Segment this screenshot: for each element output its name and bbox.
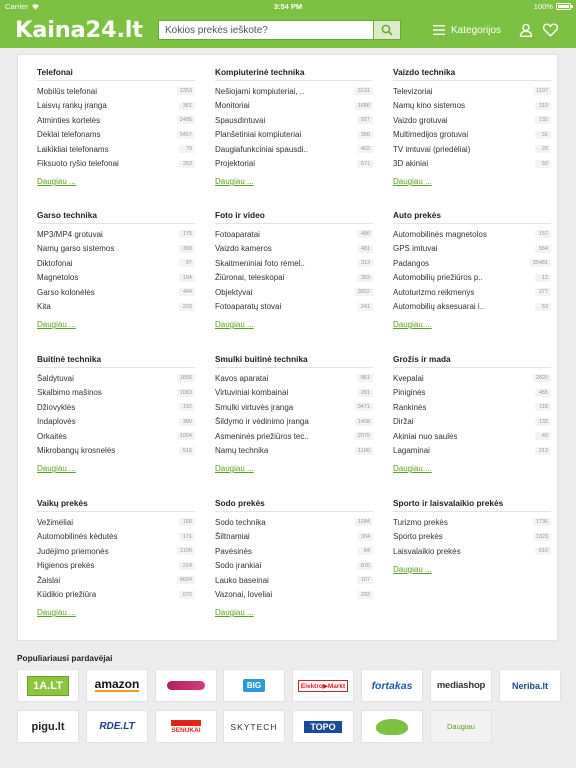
product-count-badge: 380 [179, 418, 195, 426]
subcategory-link[interactable] [393, 242, 551, 257]
subcategory-link[interactable] [393, 300, 551, 315]
subcategory-link[interactable] [393, 386, 551, 401]
subcategory-name: Projektoriai [215, 159, 256, 169]
subcategory-name: Monitoriai [215, 101, 250, 111]
subcategory-name: Šildymo ir vėdinimo įranga [215, 417, 309, 427]
subcategory-name: Higienos prekės [37, 561, 95, 571]
seller-name: RDE.LT [99, 721, 135, 732]
subcategory-link[interactable] [37, 588, 195, 603]
subcategory-name: Džiovyklės [37, 402, 76, 412]
subcategory-link[interactable] [215, 142, 373, 157]
subcategory-name: Kita [37, 302, 51, 312]
subcategory-name: Vaizdo grotuvai [393, 115, 448, 125]
subcategory-link[interactable] [215, 429, 373, 444]
more-link[interactable]: Daugiau ... [37, 608, 76, 617]
subcategory-link[interactable] [215, 256, 373, 271]
subcategory-name: Žaislai [37, 575, 61, 585]
product-count-badge: 1323 [533, 533, 551, 541]
product-count-badge: 1083 [177, 389, 195, 397]
subcategory-name: TV imtuvai (priedėliai) [393, 144, 471, 154]
subcategory-link[interactable] [37, 444, 195, 459]
subcategory-name: Sodo technika [215, 517, 266, 527]
product-count-badge: 1353 [177, 87, 195, 95]
seller-logo-senukai[interactable] [155, 710, 217, 743]
subcategory-link[interactable] [393, 429, 551, 444]
subcategory-link[interactable] [215, 415, 373, 430]
product-count-badge: 118 [535, 403, 551, 411]
category-block [37, 354, 195, 476]
subcategory-link[interactable] [37, 371, 195, 386]
more-link[interactable]: Daugiau ... [393, 464, 432, 473]
product-count-badge: 3852 [355, 288, 373, 296]
more-link[interactable]: Daugiau ... [393, 177, 432, 186]
product-count-badge: 50 [535, 160, 551, 168]
product-count-badge: 132 [535, 116, 551, 124]
more-link[interactable]: Daugiau ... [215, 464, 254, 473]
app-header [0, 12, 576, 48]
category-title[interactable]: Vaizdo technika [393, 67, 551, 81]
search-button[interactable] [373, 20, 401, 40]
product-count-badge: 1686 [355, 102, 373, 110]
product-count-badge: 253 [179, 160, 195, 168]
category-title[interactable]: Kompiuterinė technika [215, 67, 373, 81]
category-block [37, 67, 195, 189]
category-title[interactable]: Garso technika [37, 210, 195, 224]
search-input[interactable] [158, 20, 373, 40]
subcategory-name: Kūdikio priežiūra [37, 590, 97, 600]
subcategory-link[interactable] [215, 242, 373, 257]
product-count-badge: 356 [357, 131, 373, 139]
subcategory-link[interactable] [37, 256, 195, 271]
subcategory-name: Automobilinės kėdutės [37, 532, 118, 542]
subcategory-name: Piniginės [393, 388, 426, 398]
subcategory-name: 3D akiniai [393, 159, 429, 169]
subcategory-link[interactable] [37, 142, 195, 157]
subcategory-link[interactable] [37, 128, 195, 143]
subcategory-name: Automobilių aksesuarai i.. [393, 302, 485, 312]
subcategory-name: Garso kolonėlės [37, 287, 95, 297]
subcategory-name: Autoturizmo reikmenys [393, 287, 475, 297]
categories-panel [17, 54, 558, 641]
subcategory-link[interactable] [215, 84, 373, 99]
product-count-badge: 1856 [177, 374, 195, 382]
product-count-badge: 175 [179, 230, 195, 238]
subcategory-link[interactable] [37, 530, 195, 545]
product-count-badge: 1458 [355, 418, 373, 426]
search-icon [381, 24, 393, 36]
subcategory-link[interactable] [393, 113, 551, 128]
subcategory-link[interactable] [215, 371, 373, 386]
product-count-badge: 1106 [355, 447, 373, 455]
product-count-badge: 444 [179, 288, 195, 296]
product-count-badge: 2820 [533, 374, 551, 382]
subcategory-link[interactable] [37, 242, 195, 257]
subcategory-link[interactable] [37, 515, 195, 530]
categories-label: Kategorijos [451, 24, 502, 36]
subcategory-name: Atminties kortelės [37, 115, 101, 125]
category-block [393, 67, 551, 189]
subcategory-name: Indaplovės [37, 417, 76, 427]
subcategory-link[interactable] [37, 271, 195, 286]
subcategory-link[interactable] [37, 285, 195, 300]
subcategory-name: Multimedijos grotuvai [393, 130, 469, 140]
subcategory-name: Virtuviniai kombainai [215, 388, 289, 398]
subcategory-name: Skalbimo mašinos [37, 388, 102, 398]
subcategory-name: Automobilinės magnetolos [393, 229, 487, 239]
subcategory-link[interactable] [393, 544, 551, 559]
product-count-badge: 861 [357, 374, 373, 382]
product-count-badge: 671 [357, 160, 373, 168]
wifi-icon [31, 3, 40, 10]
subcategory-name: Laisvalaikio prekės [393, 546, 461, 556]
subcategory-name: Laisvų rankų įranga [37, 101, 107, 111]
product-count-badge: 361 [179, 102, 195, 110]
product-count-badge: 104 [179, 274, 195, 282]
subcategory-link[interactable] [215, 300, 373, 315]
product-count-badge: 277 [535, 288, 551, 296]
category-title[interactable]: Sporto ir laisvalaikio prekės [393, 498, 551, 512]
category-block [393, 354, 551, 476]
product-count-badge: 1284 [355, 518, 373, 526]
category-block [215, 498, 373, 620]
seller-name: pigu.lt [31, 720, 65, 733]
subcategory-name: Namų kino sistemos [393, 101, 466, 111]
product-count-badge: 35481 [530, 259, 551, 267]
subcategory-link[interactable] [393, 515, 551, 530]
product-count-badge: 281 [357, 389, 373, 397]
product-count-badge: 481 [357, 245, 373, 253]
product-count-badge: 79 [179, 145, 195, 153]
subcategory-link[interactable] [393, 415, 551, 430]
product-count-badge: 31 [535, 131, 551, 139]
subcategory-name: Vežimėliai [37, 517, 74, 527]
category-title[interactable]: Smulki buitinė technika [215, 354, 373, 368]
subcategory-link[interactable] [215, 573, 373, 588]
product-count-badge: 12 [535, 274, 551, 282]
subcategory-name: MP3/MP4 grotuvai [37, 229, 103, 239]
subcategory-link[interactable] [393, 128, 551, 143]
subcategory-name: Namų garso sistemos [37, 244, 115, 254]
subcategory-name: Skaitmeniniai foto rėmel.. [215, 258, 305, 268]
subcategory-name: Smulki virtuvės įranga [215, 402, 294, 412]
category-block [215, 210, 373, 332]
product-count-badge: 97 [179, 259, 195, 267]
subcategory-link[interactable] [37, 300, 195, 315]
product-count-badge: 53 [535, 303, 551, 311]
subcategory-link[interactable] [37, 573, 195, 588]
seller-name [376, 719, 408, 735]
seller-logo-amazon[interactable] [86, 669, 148, 702]
category-block [215, 67, 373, 189]
subcategory-name: Spausdintuvai [215, 115, 266, 125]
subcategory-name: Sporto prekės [393, 532, 443, 542]
product-count-badge: 672 [179, 591, 195, 599]
subcategory-name: Automobilių priežiūros p.. [393, 273, 483, 283]
more-link[interactable]: Daugiau ... [37, 320, 76, 329]
seller-logo-big[interactable] [223, 669, 285, 702]
product-count-badge: 213 [535, 447, 551, 455]
category-title[interactable]: Auto prekės [393, 210, 551, 224]
seller-name: mediashop [436, 680, 486, 691]
category-block [393, 210, 551, 332]
subcategory-link[interactable] [393, 271, 551, 286]
subcategory-link[interactable] [393, 530, 551, 545]
carrier-label: Carrier [5, 1, 28, 11]
subcategory-name: Pavėsinės [215, 546, 252, 556]
subcategory-name: Diržai [393, 417, 414, 427]
subcategory-link[interactable] [393, 400, 551, 415]
subcategory-link[interactable] [393, 256, 551, 271]
product-count-badge: 171 [179, 533, 195, 541]
subcategory-link[interactable] [393, 99, 551, 114]
subcategory-link[interactable] [37, 559, 195, 574]
product-count-badge: 455 [535, 389, 551, 397]
category-title[interactable]: Sodo prekės [215, 498, 373, 512]
product-count-badge: 3131 [355, 87, 373, 95]
subcategory-name: Žiūronai, teleskopai [215, 273, 285, 283]
subcategory-link[interactable] [215, 285, 373, 300]
category-title[interactable]: Telefonai [37, 67, 195, 81]
product-count-badge: 927 [357, 116, 373, 124]
category-block [37, 498, 195, 620]
subcategory-name: Šaldytuvai [37, 373, 74, 383]
seller-name: fortakas [371, 679, 413, 692]
more-link[interactable]: Daugiau ... [37, 464, 76, 473]
seller-logo-pigu[interactable] [17, 710, 79, 743]
more-link[interactable]: Daugiau ... [215, 320, 254, 329]
product-count-badge: 132 [535, 418, 551, 426]
seller-name: BIG [243, 679, 265, 692]
subcategory-link[interactable] [393, 157, 551, 172]
subcategory-name: Kvepalai [393, 373, 424, 383]
product-count-badge: 4664 [177, 576, 195, 584]
subcategory-name: Fiksuoto ryšio telefonai [37, 159, 119, 169]
subcategory-name: Rankinės [393, 402, 427, 412]
subcategory-name: Magnetolos [37, 273, 79, 283]
subcategory-link[interactable] [37, 429, 195, 444]
category-title[interactable]: Grožis ir mada [393, 354, 551, 368]
subcategory-name: Judėjimo priemonės [37, 546, 109, 556]
more-link[interactable]: Daugiau ... [215, 608, 254, 617]
subcategory-name: Kavos aparatai [215, 373, 269, 383]
subcategory-name: Fotoaparatų stovai [215, 302, 282, 312]
subcategory-name: Diktofonai [37, 258, 73, 268]
subcategory-link[interactable] [215, 588, 373, 603]
subcategory-link[interactable] [37, 400, 195, 415]
product-count-badge: 515 [179, 447, 195, 455]
subcategory-link[interactable] [393, 142, 551, 157]
subcategory-link[interactable] [215, 530, 373, 545]
product-count-badge: 241 [357, 303, 373, 311]
product-count-badge: 49 [535, 432, 551, 440]
product-count-badge: 292 [357, 591, 373, 599]
subcategory-name: Dėklai telefonams [37, 130, 101, 140]
subcategory-name: Televizoriai [393, 86, 433, 96]
seller-name: SENUKAI [171, 720, 200, 734]
search-bar [158, 20, 401, 40]
category-title[interactable]: Vaikų prekės [37, 498, 195, 512]
subcategory-name: Lauko baseinai [215, 575, 269, 585]
product-count-badge: 3457 [177, 131, 195, 139]
seller-logo-rde[interactable] [86, 710, 148, 743]
subcategory-link[interactable] [215, 128, 373, 143]
product-count-badge: 1106 [177, 547, 195, 555]
category-block [37, 210, 195, 332]
product-count-badge: 1736 [533, 518, 551, 526]
heart-icon[interactable] [543, 23, 558, 37]
seller-logo-elektro[interactable] [292, 669, 354, 702]
subcategory-name: Orkaitės [37, 431, 67, 441]
status-bar [0, 0, 576, 12]
seller-name: Elektro▶Markt [298, 680, 348, 692]
product-count-badge: 214 [179, 562, 195, 570]
product-count-badge: 486 [357, 230, 373, 238]
more-link[interactable]: Daugiau ... [37, 177, 76, 186]
subcategory-name: GPS imtuvai [393, 244, 438, 254]
product-count-badge: 29 [535, 145, 551, 153]
user-icon[interactable] [519, 23, 533, 37]
subcategory-link[interactable] [37, 99, 195, 114]
seller-name: Neriba.lt [511, 680, 548, 691]
subcategory-name: Asmeninės priežiūros tec.. [215, 431, 309, 441]
product-count-badge: 168 [179, 518, 195, 526]
subcategory-link[interactable] [393, 371, 551, 386]
subcategory-link[interactable] [215, 444, 373, 459]
product-count-badge: 554 [535, 245, 551, 253]
subcategory-name: Namų technika [215, 446, 269, 456]
subcategory-name: Planšetiniai kompiuteriai [215, 130, 302, 140]
product-count-badge: 300 [179, 245, 195, 253]
product-count-badge: 876 [357, 562, 373, 570]
seller-name: 1A.LT [27, 676, 69, 696]
category-title[interactable]: Foto ir video [215, 210, 373, 224]
subcategory-link[interactable] [215, 227, 373, 242]
more-link[interactable]: Daugiau ... [215, 177, 254, 186]
product-count-badge: 610 [535, 547, 551, 555]
subcategory-link[interactable] [215, 386, 373, 401]
battery-label: 100% [533, 1, 553, 11]
subcategory-name: Vaizdo kameros [215, 244, 272, 254]
subcategory-link[interactable] [393, 444, 551, 459]
product-count-badge: 107 [357, 576, 373, 584]
seller-logo-pill[interactable] [155, 669, 217, 702]
subcategory-name: Sodo įrankiai [215, 561, 262, 571]
subcategory-name: Mikrobangų krosnelės [37, 446, 116, 456]
subcategory-link[interactable] [37, 113, 195, 128]
status-time: 3:54 PM [273, 1, 303, 11]
seller-logo-fortakas[interactable] [361, 669, 423, 702]
categories-menu-button[interactable] [433, 19, 501, 41]
subcategory-link[interactable] [215, 515, 373, 530]
seller-logo-more[interactable] [430, 710, 492, 743]
product-count-badge: 1064 [177, 432, 195, 440]
subcategory-name: Laikikliai telefonams [37, 144, 109, 154]
category-block [393, 498, 551, 577]
subcategory-link[interactable] [215, 271, 373, 286]
battery-icon [556, 3, 571, 10]
subcategory-name: Vazonai, loveliai [215, 590, 273, 600]
seller-name: SKYTECH [230, 721, 278, 732]
subcategory-link[interactable] [37, 157, 195, 172]
product-count-badge: 210 [535, 102, 551, 110]
product-count-badge: 1107 [533, 87, 551, 95]
subcategory-name: Šiltnamiai [215, 532, 250, 542]
product-count-badge: 233 [179, 303, 195, 311]
seller-name: amazon [94, 677, 140, 691]
subcategory-name: Padangos [393, 258, 430, 268]
product-count-badge: 157 [535, 230, 551, 238]
subcategory-link[interactable] [215, 157, 373, 172]
product-count-badge: 192 [179, 403, 195, 411]
more-link[interactable]: Daugiau ... [393, 320, 432, 329]
seller-name: TOPO [304, 721, 341, 733]
product-count-badge: 2485 [177, 116, 195, 124]
subcategory-link[interactable] [37, 227, 195, 242]
subcategory-link[interactable] [215, 99, 373, 114]
subcategory-name: Fotoaparatai [215, 229, 260, 239]
product-count-badge: 2075 [355, 432, 373, 440]
seller-name: Daugiau [447, 722, 475, 731]
seller-logo-neriba[interactable] [499, 669, 561, 702]
subcategory-name: Nešiojami kompiuteriai, .. [215, 86, 305, 96]
product-count-badge: 393 [357, 274, 373, 282]
subcategory-name: Akiniai nuo saulės [393, 431, 458, 441]
hamburger-icon [433, 25, 445, 35]
subcategory-link[interactable] [215, 559, 373, 574]
site-logo[interactable]: Kaina24.lt [15, 16, 143, 43]
subcategory-link[interactable] [393, 285, 551, 300]
product-count-badge: 3471 [355, 403, 373, 411]
subcategory-link[interactable] [37, 386, 195, 401]
product-count-badge: 84 [357, 547, 373, 555]
subcategory-name: Lagaminai [393, 446, 430, 456]
category-title[interactable]: Buitinė technika [37, 354, 195, 368]
subcategory-link[interactable] [37, 415, 195, 430]
subcategory-link[interactable] [215, 544, 373, 559]
subcategory-link[interactable] [37, 544, 195, 559]
more-link[interactable]: Daugiau ... [393, 564, 432, 574]
subcategory-name: Daugiafunkciniai spausdi.. [215, 144, 308, 154]
product-count-badge: 304 [357, 533, 373, 541]
seller-logo-topo[interactable] [292, 710, 354, 743]
seller-logo-skytech[interactable] [223, 710, 285, 743]
subcategory-link[interactable] [215, 400, 373, 415]
subcategory-link[interactable] [215, 113, 373, 128]
subcategory-name: Objektyvai [215, 287, 253, 297]
product-count-badge: 313 [357, 259, 373, 267]
subcategory-link[interactable] [393, 227, 551, 242]
seller-logo-mediashop[interactable] [430, 669, 492, 702]
subcategory-name: Mobilūs telefonai [37, 86, 98, 96]
subcategory-link[interactable] [37, 84, 195, 99]
seller-name [167, 681, 205, 690]
seller-logo-1a[interactable] [17, 669, 79, 702]
subcategory-name: Turizmo prekės [393, 517, 448, 527]
seller-logo-frog[interactable] [361, 710, 423, 743]
product-count-badge: 402 [357, 145, 373, 153]
subcategory-link[interactable] [393, 84, 551, 99]
category-block [215, 354, 373, 476]
popular-sellers-title: Populiariausi pardavėjai [17, 653, 113, 663]
